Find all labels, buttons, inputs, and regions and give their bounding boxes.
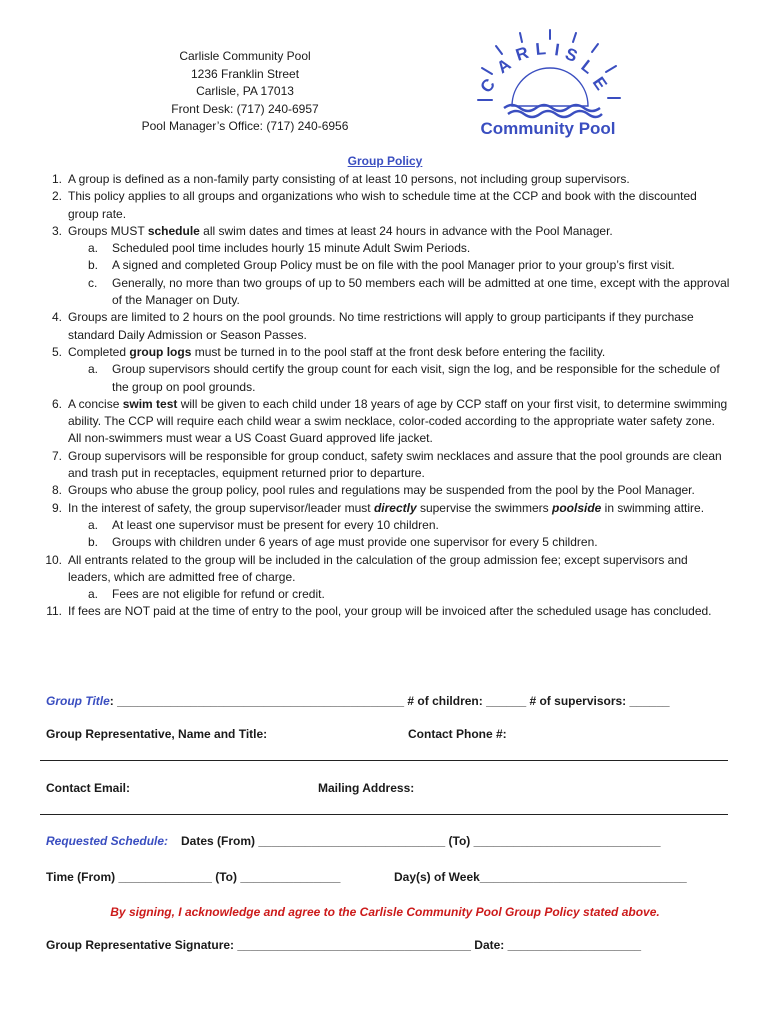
policy-text-part: This policy applies to all groups and organizations who wish to schedule time at the CCP and book with the discounted group rate. (68, 189, 697, 221)
logo-subtitle: Community Pool (480, 119, 616, 138)
email-line[interactable] (40, 814, 728, 815)
policy-subitem-letter: a. (88, 517, 99, 532)
day-field[interactable]: Day(s) of Week_______________________________ (394, 870, 687, 884)
policy-subitem (40, 240, 730, 257)
email-label: Contact Email: (46, 781, 131, 795)
rep-line[interactable] (40, 760, 728, 761)
policy-item-number: 6. (51, 396, 62, 411)
address-line: Pool Manager’s Office: (717) 240-6956 (141, 119, 349, 133)
policy-subitem-text: A signed and completed Group Policy must be on file with the pool Manager prior to your group’s first visit. (112, 258, 675, 273)
policy-text-part: poolside (552, 500, 602, 515)
policy-subitem-letter: a. (88, 241, 99, 256)
policy-item (40, 171, 730, 188)
policy-item-number: 4. (51, 310, 62, 325)
policy-item-number: 2. (51, 189, 62, 204)
policy-item (40, 500, 730, 517)
policy-item (40, 309, 730, 344)
logo-letter: L (534, 39, 547, 59)
policy-subitem-text: Scheduled pool time includes hourly 15 minute Adult Swim Periods. (112, 241, 471, 256)
policy-subitem (40, 361, 730, 396)
policy-item-number: 1. (51, 172, 62, 186)
logo-letter: I (553, 40, 561, 60)
policy-item-text (68, 500, 730, 517)
policy-text-part: swim test (122, 396, 178, 411)
logo-letter: R (513, 42, 531, 65)
logo-letter: L (577, 56, 598, 78)
policy-item (40, 188, 730, 223)
policy-subitem (40, 257, 730, 274)
policy-item-number: 7. (51, 448, 62, 463)
address-line: 1236 Franklin Street (190, 66, 300, 81)
policy-text-part: Group supervisors will be responsible for group conduct, safety swim necklaces and assure that the pool grounds are clean and trash put in receptacles, equipment returned prior to departure. (68, 448, 722, 481)
logo-letter: A (493, 54, 515, 78)
policy-item (40, 603, 730, 620)
policy-text-part: Groups who abuse the group policy, pool rules and regulations may be suspended from the pool by the Pool Manager. (68, 483, 695, 498)
phone-label: Contact Phone #: (408, 727, 507, 741)
policy-item-text (68, 482, 730, 499)
policy-item-text (68, 552, 730, 587)
policy-item (40, 448, 730, 483)
address-line: Carlisle, PA 17013 (196, 84, 294, 98)
policy-item-text (68, 223, 730, 240)
policy-item-number: 9. (51, 500, 62, 515)
group-title-row (46, 694, 736, 708)
policy-item-text (68, 188, 730, 223)
logo-letter: S (562, 44, 581, 66)
logo-letter: E (588, 73, 611, 94)
policy-subitem-letter: b. (88, 535, 99, 550)
time-field[interactable]: Time (From) ______________ (To) _______________ (46, 870, 341, 884)
policy-item-number: 8. (51, 483, 62, 498)
carlisle-pool-logo (458, 28, 638, 146)
policy-subitem-text: Group supervisors should certify the group count for each visit, sign the log, and be responsible for the schedule of the group on pool grounds. (112, 362, 720, 394)
policy-title: Group Policy (347, 154, 423, 168)
address-line: Carlisle Community Pool (179, 49, 311, 63)
policy-item-text (68, 396, 730, 448)
policy-item (40, 344, 730, 361)
policy-subitem-letter: a. (88, 362, 99, 377)
dates-field[interactable]: Dates (From) ____________________________ (To) ____________________________ (181, 834, 661, 848)
pool-address-block (120, 48, 370, 136)
policy-subitem (40, 534, 730, 551)
group-title-label: Group Title (46, 694, 110, 708)
policy-subitem-text: At least one supervisor must be present for every 10 children. (112, 517, 439, 532)
policy-item-number: 5. (51, 344, 62, 359)
policy-item-number: 11. (46, 604, 62, 619)
schedule-row (46, 834, 168, 848)
policy-list (40, 171, 730, 621)
policy-subitem (40, 275, 730, 310)
policy-item-text (68, 448, 730, 483)
group-title-blanks[interactable]: : ___________________________________________ # of children: ______ # of supervisors: ______ (109, 694, 670, 708)
policy-text-part: all swim dates and times at least 24 hours in advance with the Pool Manager. (199, 223, 613, 238)
policy-text-part: in swimming attire. (601, 500, 705, 515)
policy-text-part: Groups are limited to 2 hours on the pool grounds. No time restrictions will apply to group participants if they purchase standard Daily Admission or Season Passes. (68, 310, 694, 342)
acknowledge-text: By signing, I acknowledge and agree to the Carlisle Community Pool Group Policy stated above. (110, 905, 660, 919)
policy-subitem-letter: b. (88, 258, 99, 273)
policy-subitem-letter: a. (88, 587, 99, 602)
policy-text-part: must be turned in to the pool staff at the front desk before entering the facility. (191, 344, 606, 359)
logo-letter: C (476, 74, 499, 97)
policy-item-text (68, 344, 730, 361)
policy-item-text (68, 171, 730, 188)
policy-item (40, 223, 730, 240)
policy-text-part: supervise the swimmers (416, 500, 552, 515)
signature-field[interactable]: Group Representative Signature: ___________________________________ Date: ____________________ (46, 938, 642, 952)
policy-text-part: Completed (68, 344, 130, 359)
policy-item-number: 3. (51, 223, 62, 238)
policy-subitem (40, 517, 730, 534)
rep-label: Group Representative, Name and Title: (46, 727, 268, 741)
mailing-label: Mailing Address: (318, 781, 415, 795)
policy-text-part: group logs (129, 344, 192, 359)
policy-text-part: will be given to each child under 18 years of age by CCP staff on your first visit, to determine swimming ability. The CCP will require each child wear a swim necklace, color-coded according to the appropriate water safety zone. All non-swimmers must wear a US Coast Guard approved life jacket. (68, 396, 728, 446)
policy-text-part: In the interest of safety, the group supervisor/leader must (68, 500, 374, 515)
policy-item (40, 482, 730, 499)
policy-text-part: Groups MUST (68, 223, 148, 238)
policy-text-part: A concise (68, 396, 123, 411)
policy-subitem (40, 586, 730, 603)
policy-subitem-letter: c. (88, 275, 98, 290)
policy-subitem-text: Generally, no more than two groups of up to 50 members each will be admitted at one time, except with the approval of the Manager on Duty. (112, 275, 730, 308)
policy-item-number: 10. (45, 552, 62, 567)
policy-subitem-text: Fees are not eligible for refund or credit. (112, 587, 325, 602)
policy-text-part: All entrants related to the group will be included in the calculation of the group admission fee; except supervisors and leaders, which are admitted free of charge. (68, 552, 688, 584)
policy-text-part: directly (373, 500, 417, 515)
policy-item-text (68, 309, 730, 344)
policy-item (40, 552, 730, 587)
schedule-label: Requested Schedule: (46, 834, 169, 848)
policy-item-text (68, 603, 730, 620)
policy-subitem-text: Groups with children under 6 years of age must provide one supervisor for every 5 children. (112, 535, 598, 550)
policy-text-part: schedule (147, 223, 200, 238)
address-line: Front Desk: (717) 240-6957 (171, 101, 319, 116)
policy-text-part: A group is defined as a non-family party consisting of at least 10 persons, not including group supervisors. (68, 172, 630, 186)
policy-text-part: If fees are NOT paid at the time of entry to the pool, your group will be invoiced after the scheduled usage has concluded. (68, 604, 712, 619)
policy-item (40, 396, 730, 448)
